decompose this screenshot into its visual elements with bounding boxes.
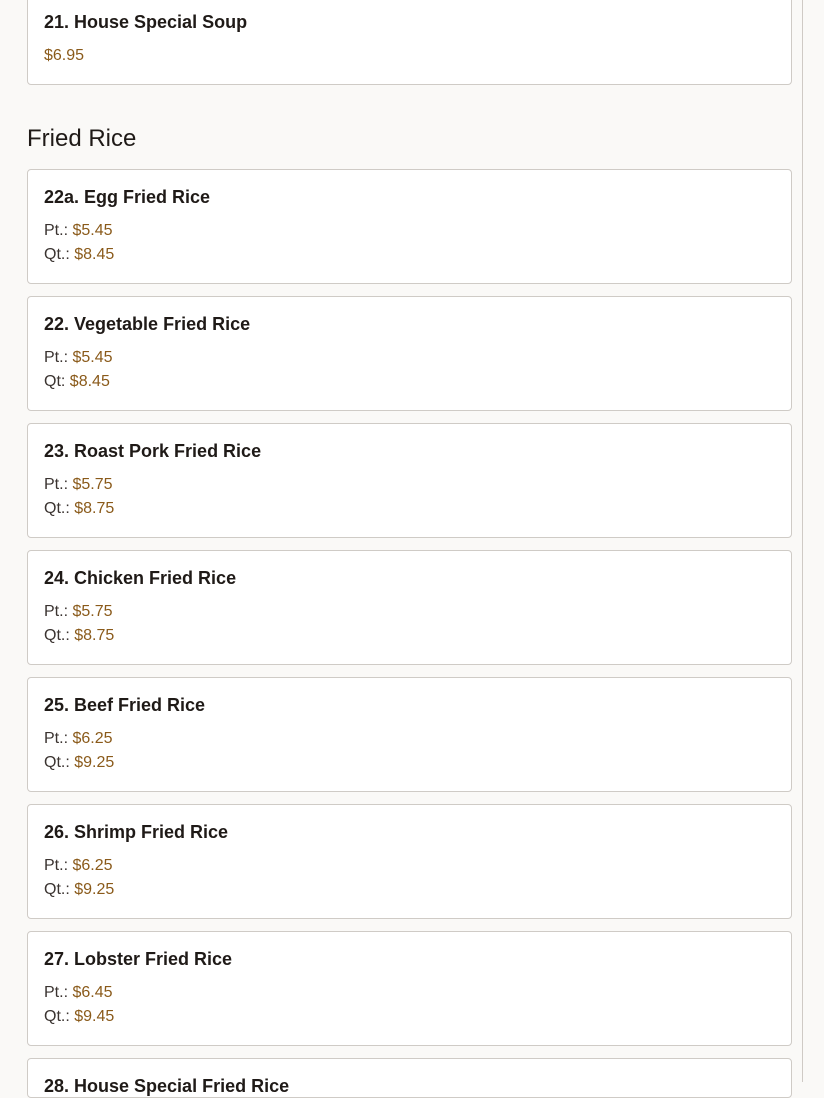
quart-label: Qt.: [44,246,70,263]
menu-item-quart-price [44,625,114,647]
menu-item-title: 25. Beef Fried Rice [44,695,206,715]
menu-item-title: 24. Chicken Fried Rice [44,568,237,588]
menu-item-title: 28. House Special Fried Rice [44,1076,290,1096]
pint-price: $6.45 [72,984,113,1001]
menu-item-pint-price [44,728,113,750]
quart-price: $8.75 [74,500,115,517]
quart-price: $9.25 [74,881,115,898]
menu-item-house-special-soup[interactable] [27,0,792,85]
menu-item-title: 23. Roast Pork Fried Rice [44,441,262,461]
menu-item-quart-price [44,879,114,901]
quart-label: Qt.: [44,500,70,517]
quart-price: $9.25 [74,754,115,771]
menu-item-quart-price [44,498,114,520]
menu-item-pint-price [44,855,113,877]
quart-price: $8.45 [69,373,110,390]
menu-item-pint-price [44,601,113,623]
pint-label: Pt.: [44,222,69,239]
menu-item-shrimp-fried-rice[interactable] [27,804,792,919]
menu-item-pint-price [44,474,113,496]
menu-item-vegetable-fried-rice[interactable] [27,296,792,411]
pint-price: $5.45 [72,349,113,366]
quart-label: Qt: [44,373,66,390]
menu-item-pint-price [44,347,113,369]
pint-price: $5.75 [72,603,113,620]
menu-item-quart-price [44,1006,114,1028]
menu-item-pint-price [44,220,113,242]
quart-label: Qt.: [44,1008,70,1025]
quart-label: Qt.: [44,754,70,771]
section-heading-fried-rice: Fried Rice [27,125,137,152]
menu-item-beef-fried-rice[interactable] [27,677,792,792]
pint-price: $5.45 [72,222,113,239]
menu-item-quart-price [44,752,114,774]
menu-item-pint-price [44,982,113,1004]
pint-label: Pt.: [44,603,69,620]
pint-label: Pt.: [44,476,69,493]
pint-label: Pt.: [44,857,69,874]
menu-item-title: 22. Vegetable Fried Rice [44,314,251,334]
menu-item-egg-fried-rice[interactable] [27,169,792,284]
menu-item-title: 26. Shrimp Fried Rice [44,822,229,842]
menu-item-lobster-fried-rice[interactable] [27,931,792,1046]
price-value: $6.95 [44,47,85,64]
pint-label: Pt.: [44,984,69,1001]
menu-item-quart-price [44,244,114,266]
quart-label: Qt.: [44,627,70,644]
menu-item-price [44,45,84,67]
menu-item-title: 22a. Egg Fried Rice [44,187,211,207]
quart-price: $8.75 [74,627,115,644]
menu-item-title: 27. Lobster Fried Rice [44,949,233,969]
menu-item-house-special-fried-rice[interactable] [27,1058,792,1098]
menu-item-roast-pork-fried-rice[interactable] [27,423,792,538]
quart-price: $9.45 [74,1008,115,1025]
pint-label: Pt.: [44,349,69,366]
pint-price: $5.75 [72,476,113,493]
menu-item-chicken-fried-rice[interactable] [27,550,792,665]
pint-price: $6.25 [72,730,113,747]
pint-price: $6.25 [72,857,113,874]
menu-item-quart-price [44,371,110,393]
menu-item-title: 21. House Special Soup [44,12,248,32]
quart-price: $8.45 [74,246,115,263]
pint-label: Pt.: [44,730,69,747]
quart-label: Qt.: [44,881,70,898]
